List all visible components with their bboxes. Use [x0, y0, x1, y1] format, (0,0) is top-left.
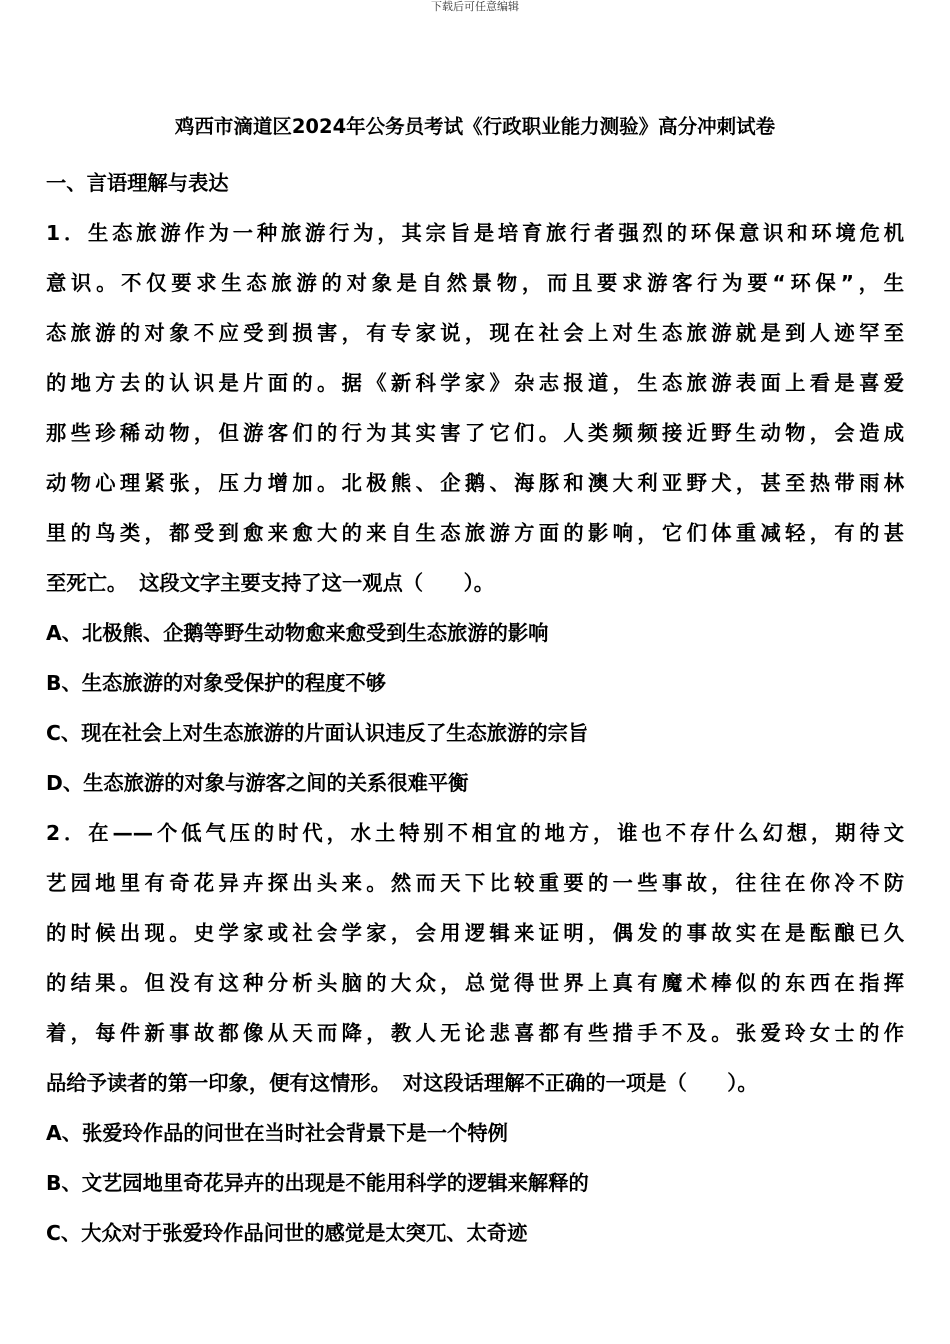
- question-text-line: 那些珍稀动物，但游客们的行为其实害了它们。人类频频接近野生动物，会造成: [46, 421, 904, 445]
- question-last-line: [46, 558, 904, 608]
- option-a[interactable]: A、张爱玲作品的问世在当时社会背景下是一个特例: [46, 1121, 508, 1145]
- page-title: 鸡西市滴道区2024年公务员考试《行政职业能力测验》高分冲刺试卷: [174, 115, 776, 138]
- question-text-line: 1．生态旅游作为一种旅游行为，其宗旨是培育旅行者强烈的环保意识和环境危机: [46, 221, 904, 245]
- question-text-end: 品给予读者的第一印象，便有这情形。: [46, 1071, 391, 1095]
- option-b[interactable]: B、文艺园地里奇花异卉的出现是不能用科学的逻辑来解释的: [46, 1171, 589, 1195]
- question-prompt: 对这段话理解不正确的一项是（ ）。: [402, 1071, 758, 1095]
- question-text-line: 的时候出现。史学家或社会学家，会用逻辑来证明，偶发的事故实在是酝酿已久: [46, 921, 904, 945]
- question-text-line: 着，每件新事故都像从天而降，教人无论悲喜都有些措手不及。张爱玲女士的作: [46, 1021, 904, 1045]
- header-note: 下载后可任意编辑: [431, 0, 519, 13]
- question-1: [46, 208, 904, 808]
- question-text-line: 2．在——个低气压的时代，水土特别不相宜的地方，谁也不存什么幻想，期待文: [46, 821, 904, 845]
- section-heading: 一、言语理解与表达: [46, 171, 229, 195]
- document-body: [46, 158, 904, 1258]
- question-text-line: 意识。不仅要求生态旅游的对象是自然景物，而且要求游客行为要“环保”，生: [46, 271, 904, 295]
- option-a[interactable]: A、北极熊、企鹅等野生动物愈来愈受到生态旅游的影响: [46, 621, 549, 645]
- option-d[interactable]: D、生态旅游的对象与游客之间的关系很难平衡: [46, 771, 469, 795]
- option-b[interactable]: B、生态旅游的对象受保护的程度不够: [46, 671, 386, 695]
- question-text-line: 动物心理紧张，压力增加。北极熊、企鹅、海豚和澳大利亚野犬，甚至热带雨林: [46, 471, 904, 495]
- option-c[interactable]: C、大众对于张爱玲作品问世的感觉是太突兀、太奇迹: [46, 1221, 528, 1245]
- question-text-line: 态旅游的对象不应受到损害，有专家说，现在社会上对生态旅游就是到人迹罕至: [46, 321, 904, 345]
- question-text-line: 艺园地里有奇花异卉探出头来。然而天下比较重要的一些事故，往往在你冷不防: [46, 871, 904, 895]
- question-text-line: 的结果。但没有这种分析头脑的大众，总觉得世界上真有魔术棒似的东西在指挥: [46, 971, 904, 995]
- option-c[interactable]: C、现在社会上对生态旅游的片面认识违反了生态旅游的宗旨: [46, 721, 589, 745]
- question-prompt: 这段文字主要支持了这一观点（ ）。: [139, 571, 495, 595]
- question-text-end: 至死亡。: [46, 571, 128, 595]
- question-text-line: 的地方去的认识是片面的。据《新科学家》杂志报道，生态旅游表面上看是喜爱: [46, 371, 904, 395]
- question-2: [46, 808, 904, 1258]
- question-last-line: [46, 1058, 904, 1108]
- question-text-line: 里的鸟类，都受到愈来愈大的来自生态旅游方面的影响，它们体重减轻，有的甚: [46, 521, 904, 545]
